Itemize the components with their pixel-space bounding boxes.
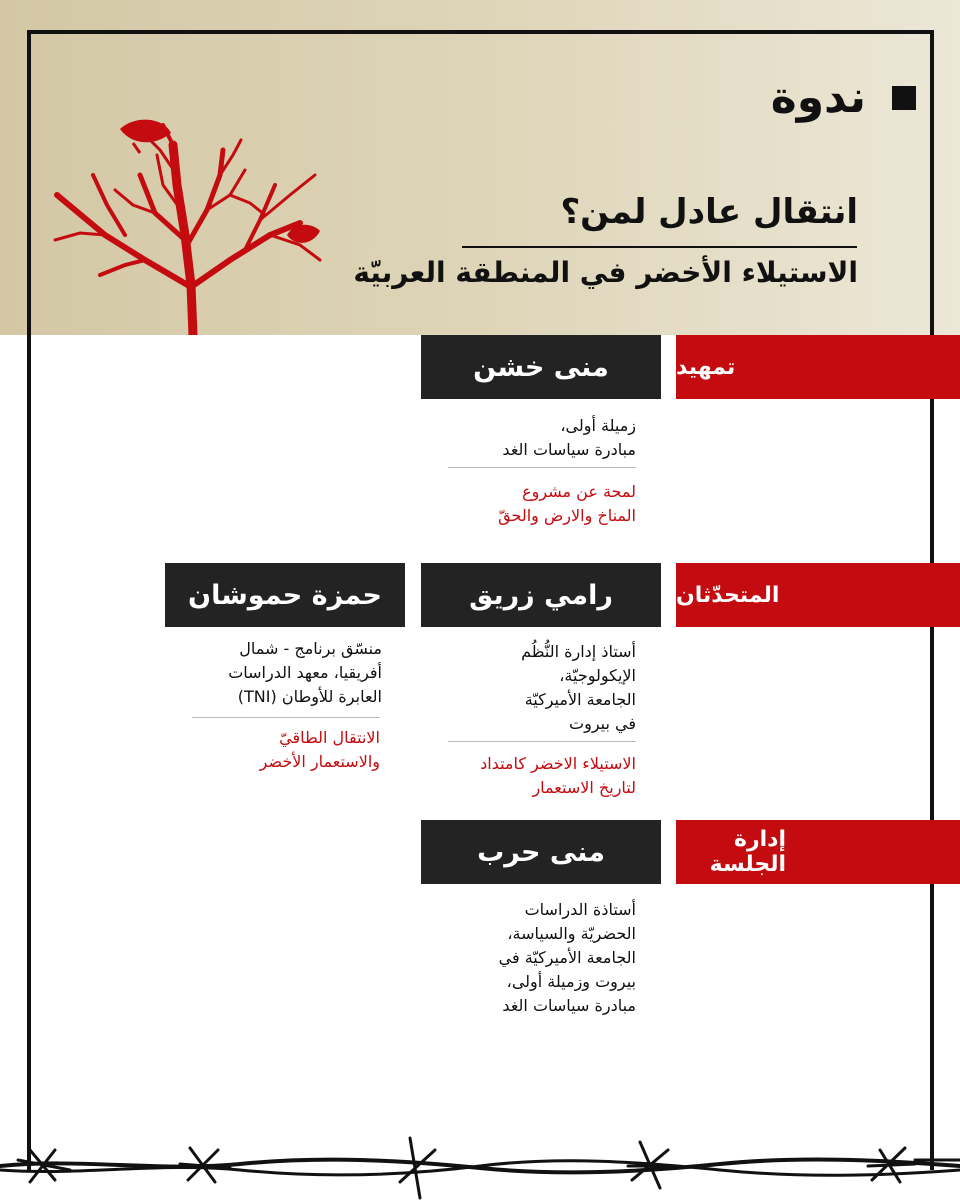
- speaker-topic-1: [416, 752, 636, 800]
- affiliation-line: الإيكولوجيّة،: [559, 666, 636, 685]
- speaker-affiliation-2: [172, 637, 382, 709]
- affiliation-line: في بيروت: [569, 714, 636, 733]
- affiliation-line: الحضريّة والسياسة،: [507, 924, 636, 943]
- tree-illustration-icon: [45, 115, 335, 335]
- divider-speaker-1: [448, 741, 636, 742]
- role-speakers-label: المتحدّثان: [676, 582, 780, 608]
- role-moderation-box: [676, 820, 960, 884]
- role-intro-box: [676, 335, 960, 399]
- event-subtitle: الاستيلاء الأخضر في المنطقة العربيّة: [353, 256, 858, 289]
- square-bullet-icon: [892, 86, 916, 110]
- speaker-name-box-1: [421, 563, 661, 627]
- affiliation-line: أفريقيا، معهد الدراسات: [228, 663, 382, 682]
- frame-left-line: [27, 30, 31, 1170]
- role-speakers-box: [676, 563, 960, 627]
- speaker-name-intro: منى خشن: [473, 351, 609, 383]
- divider-intro: [448, 467, 636, 468]
- affiliation-line: مبادرة سياسات الغد: [502, 440, 636, 459]
- barbed-wire-icon: [0, 1120, 960, 1200]
- title-divider: [462, 246, 857, 248]
- topic-line: الاستيلاء الاخضر كامتداد: [480, 754, 636, 773]
- speaker-name-1: رامي زريق: [469, 579, 613, 611]
- role-intro-label: تمهيد: [676, 354, 736, 380]
- topic-line: المناخ والارض والحقّ: [498, 506, 636, 525]
- affiliation-line: منسّق برنامج - شمال: [239, 639, 382, 658]
- speaker-name-box-moderator: [421, 820, 661, 884]
- affiliation-line: الجامعة الأميركيّة في: [498, 948, 636, 967]
- speaker-topic-intro: [416, 480, 636, 528]
- event-title: انتقال عادل لمن؟: [560, 192, 858, 232]
- speaker-affiliation-intro: [436, 414, 636, 462]
- speaker-topic-2: [160, 726, 380, 774]
- speaker-name-box-intro: [421, 335, 661, 399]
- affiliation-line: العابرة للأوطان (TNI): [237, 687, 382, 706]
- event-type-heading: [771, 72, 916, 123]
- affiliation-line: بيروت وزميلة أولى،: [506, 972, 636, 991]
- event-type-label: ندوة: [770, 72, 866, 123]
- frame-top-line: [27, 30, 934, 34]
- topic-line: لمحة عن مشروع: [522, 482, 636, 501]
- affiliation-line: الجامعة الأميركيّة: [524, 690, 636, 709]
- speaker-name-box-2: [165, 563, 405, 627]
- speaker-affiliation-1: [436, 640, 636, 736]
- speaker-name-moderator: منى حرب: [477, 836, 605, 868]
- affiliation-line: مبادرة سياسات الغد: [502, 996, 636, 1015]
- affiliation-line: زميلة أولى،: [560, 416, 636, 435]
- topic-line: لتاريخ الاستعمار: [532, 778, 636, 797]
- role-moderation-label: إدارة الجلسة: [709, 827, 786, 877]
- topic-line: الانتقال الطاقيّ: [279, 728, 380, 747]
- speaker-name-2: حمزة حموشان: [188, 579, 382, 611]
- speaker-affiliation-moderator: [436, 898, 636, 1018]
- affiliation-line: أستاذة الدراسات: [524, 900, 636, 919]
- topic-line: والاستعمار الأخضر: [259, 752, 380, 771]
- affiliation-line: أستاذ إدارة النُّظُم: [521, 642, 636, 661]
- divider-speaker-2: [192, 717, 380, 718]
